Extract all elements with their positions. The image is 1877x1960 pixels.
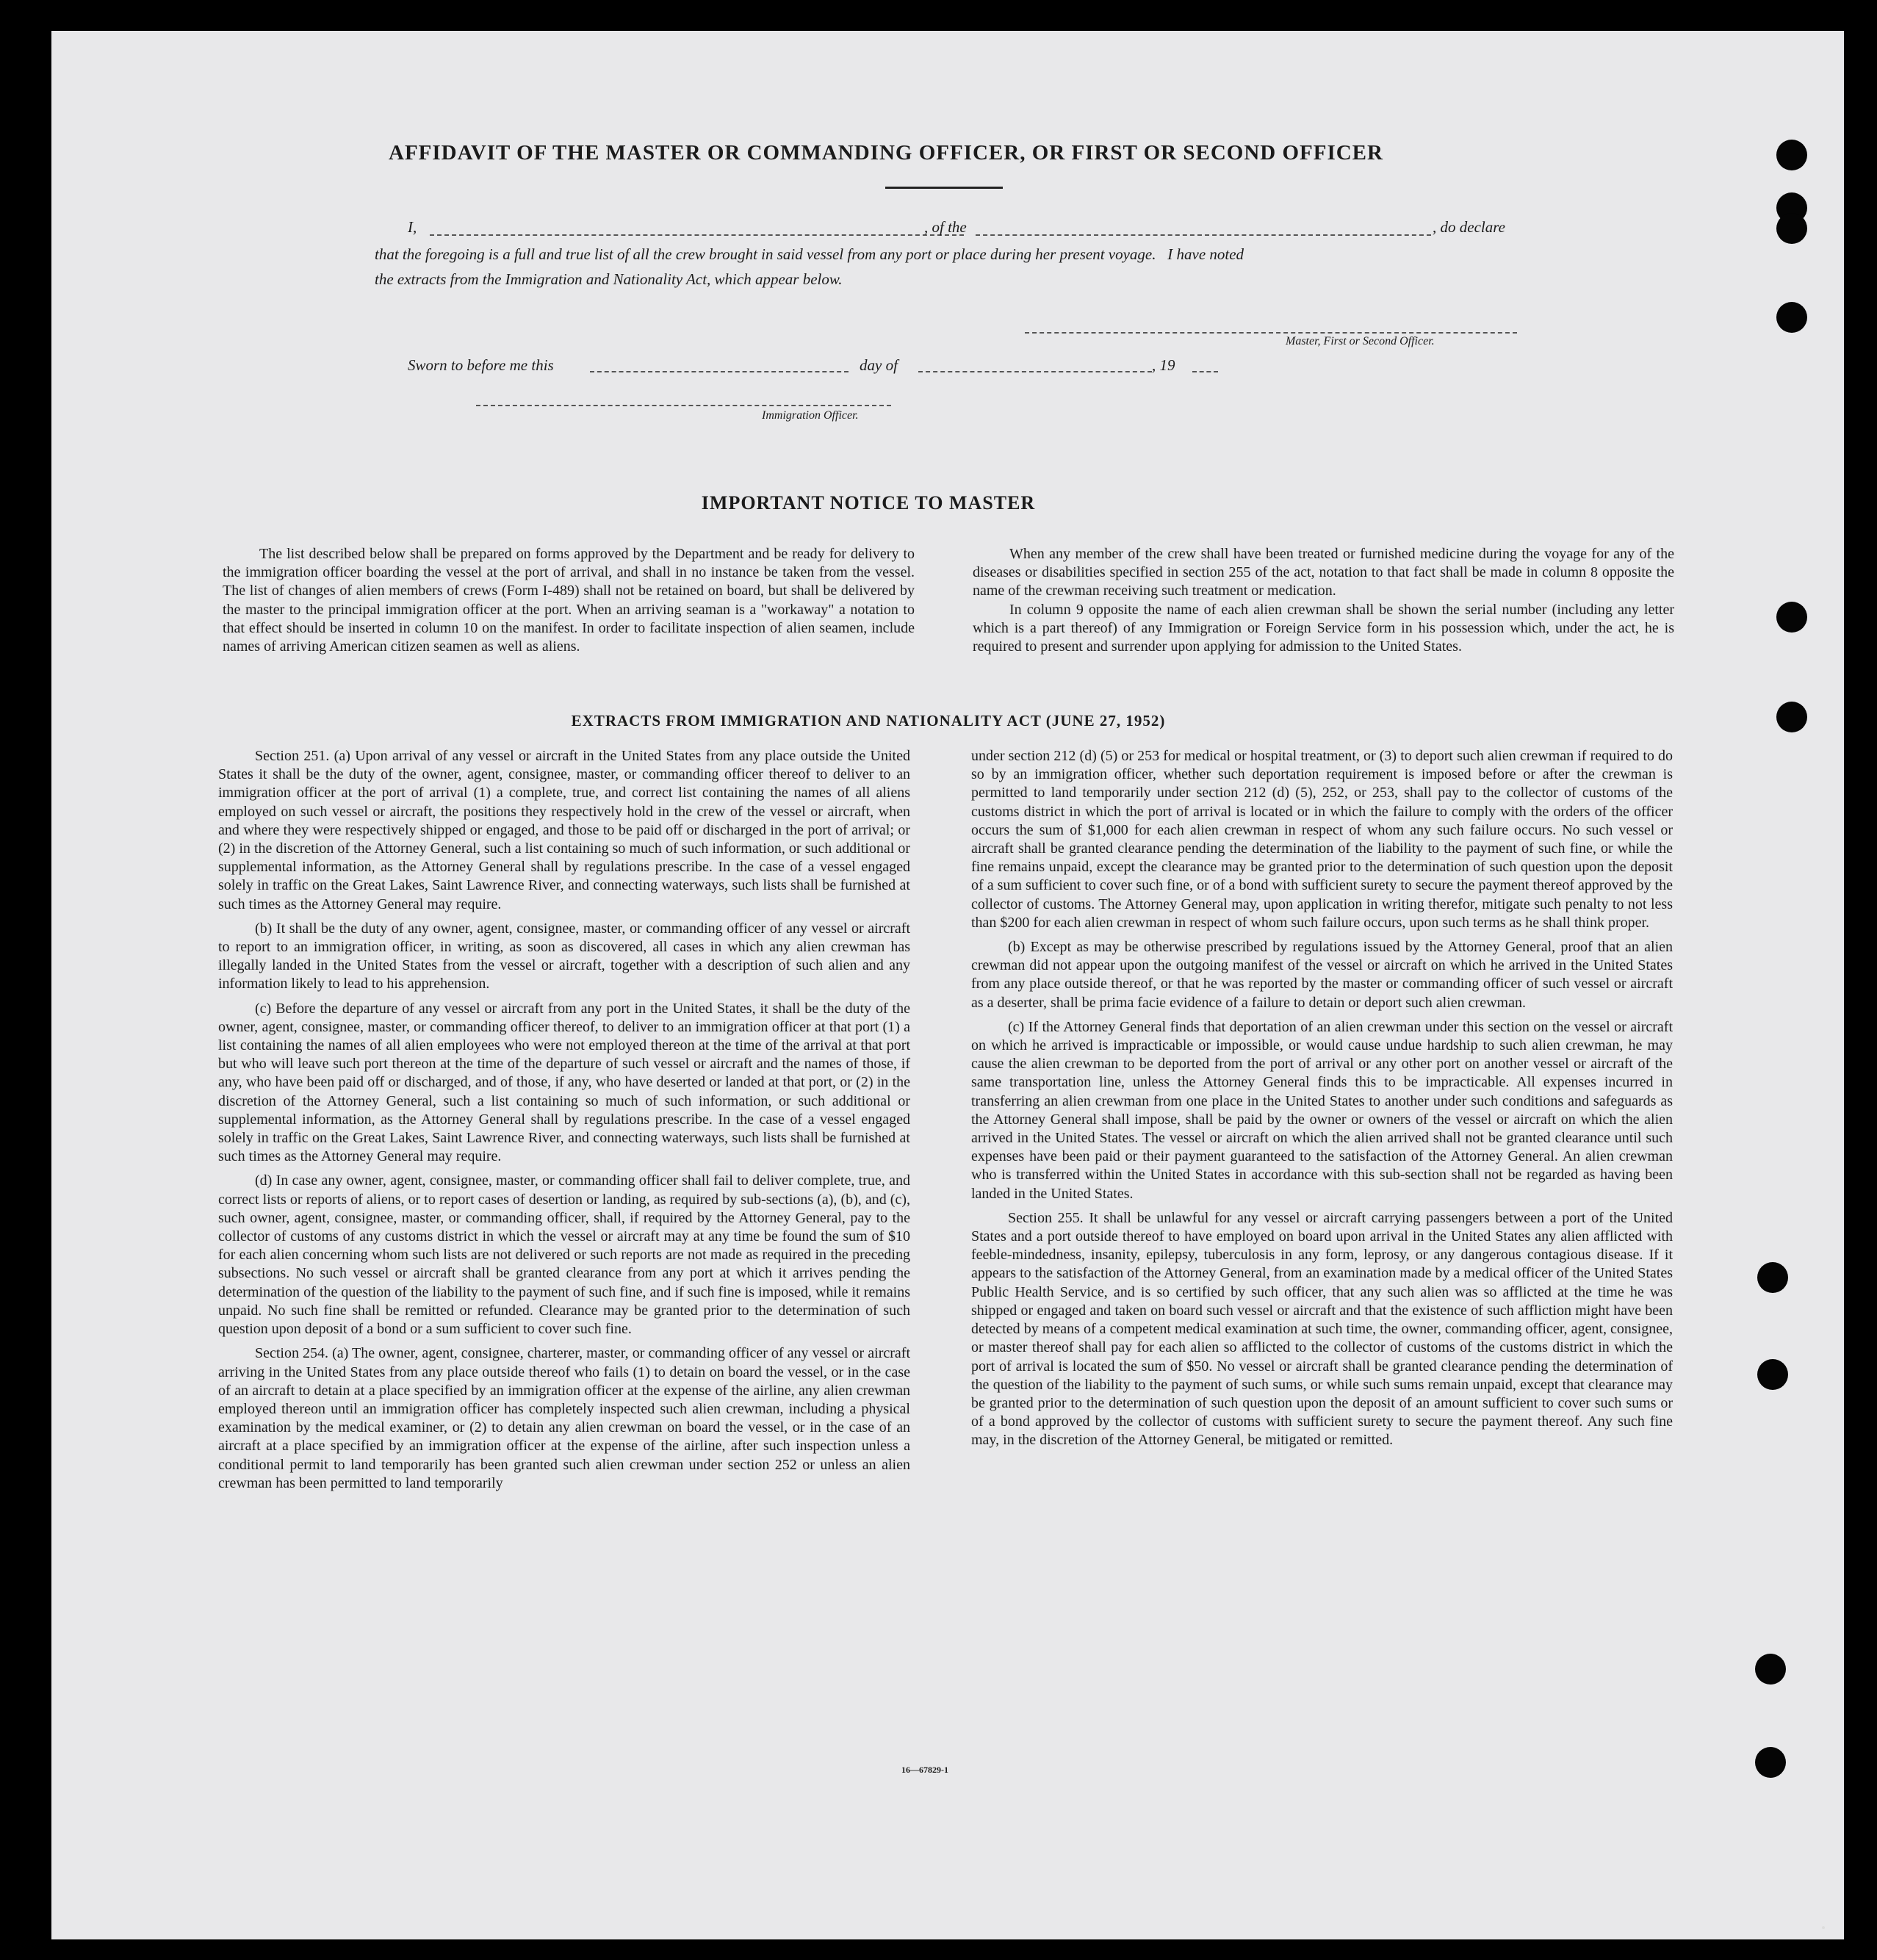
notice-right-column bbox=[973, 545, 1674, 656]
section-254c: (c) If the Attorney General finds that deportation of an alien crewman under this section on the vessel or aircraft on which he arrived is impracticable or impossible, or would cause undue hardship to such alien crewman, he may cause the alien crewman to be deported from the port of arrival or any other port on another vessel or aircraft of the same transportation line, unless the Attorney General finds this to be impracticable. All expenses incurred in transferring an alien crewman from one place in the United States to another under such conditions and safeguards as the Attorney General shall impose, shall be paid by the owner or owners of the vessel or aircraft on which the alien arrived in the United States. The vessel or aircraft on which the alien arrived shall not be granted clearance until such expenses have been paid or their payment guaranteed to the satisfaction of the Attorney General. An alien crewman who is transferred within the United States in accordance with this sub-section shall not be regarded as having been landed in the United States. bbox=[971, 1018, 1673, 1202]
officer-signature-line bbox=[476, 405, 891, 406]
section-251b: (b) It shall be the duty of any owner, agent, consignee, master, or commanding officer of any vessel or aircraft to report to an immigration officer, in writing, as soon as discovered, all cases in which any alien crewman has illegally landed in the United States from the vessel or aircraft, together with a description of such alien and any information likely to lead to his apprehension. bbox=[218, 920, 910, 992]
year-blank-line bbox=[1192, 371, 1218, 372]
binder-hole bbox=[1776, 140, 1807, 170]
notice-title: IMPORTANT NOTICE TO MASTER bbox=[701, 492, 1036, 514]
section-254b: (b) Except as may be otherwise prescribed by regulations issued by the Attorney General, proof that an alien crewman did not appear upon the outgoing manifest of the vessel or aircraft on which he arrived in the United States from any place outside thereof, or that he was reported by the master or commanding officer of such vessel or aircraft as a deserter, shall be prima facie evidence of a failure to detain or deport such alien crewman. bbox=[971, 939, 1673, 1011]
name-blank-line bbox=[430, 234, 964, 236]
binder-hole bbox=[1755, 1747, 1786, 1778]
binder-hole bbox=[1776, 602, 1807, 633]
section-255: Section 255. It shall be unlawful for any vessel or aircraft carrying passengers between a port of the United States and a port outside thereof to have employed on board upon arrival in the United States any alien afflicted with feeble-mindedness, insanity, epilepsy, tuberculosis in any form, leprosy, or any dangerous contagious disease. If it appears to the satisfaction of the Attorney General, from an examination made by a medical officer of the United States Public Health Service, and is so certified by such officer, that any such alien was so afflicted at the time he was shipped or engaged and taken on board such vessel or aircraft and that the existence of such affliction might have been detected by means of a competent medical examination at such time, the owner, commanding officer, agent, consignee, or master thereof shall pay for each alien so afflicted to the collector of customs of the customs district in which the port of arrival is located the sum of $50. No vessel or aircraft shall be granted clearance pending the determination of the question of the liability to the payment of such sums, or while such sums remain unpaid, except that clearance may be granted prior to the determination of such question upon the deposit of an amount sufficient to cover such sums or of a bond approved by the collector of customs with sufficient surety to secure the payment thereof. Any such fine may, in the discretion of the Attorney General, be mitigated or remitted. bbox=[971, 1209, 1673, 1449]
document-page bbox=[51, 31, 1844, 1939]
extracts-title: EXTRACTS FROM IMMIGRATION AND NATIONALITY ACT (JUNE 27, 1952) bbox=[571, 712, 1166, 729]
binder-hole bbox=[1755, 1654, 1786, 1685]
affidavit-i: I, bbox=[408, 218, 417, 236]
section-251c: (c) Before the departure of any vessel or aircraft from any port in the United States, it shall be the duty of the owner, agent, consignee, master, or commanding officer thereof, to deliver to an immigration officer at that port (1) a list containing the names of all alien employees who were not employed thereon at the time of the arrival at that port but who will leave such port thereon at the time of the departure of such vessel or aircraft and the names of those, if any, who have been paid off or discharged, and of those, if any, who have deserted or landed at that port, or (2) in the discretion of the Attorney General, such a list containing so much of such information, or such additional or supplemental information, as the Attorney General shall by regulations prescribe. In the case of a vessel engaged solely in traffic on the Great Lakes, Saint Lawrence River, and connecting waterways, such lists shall be furnished at such times as the Attorney General may require. bbox=[218, 1000, 910, 1165]
sworn-day-blank-line bbox=[590, 371, 849, 372]
notice-left-column bbox=[223, 545, 915, 656]
notice-left-paragraph: The list described below shall be prepared on forms approved by the Department and be ready for delivery to the immigration officer boarding the vessel at the port of arrival, and shall in no instance be taken from the vessel. The list of changes of alien members of crews (Form I-489) shall not be retained on board, but shall be delivered by the master to the principal immigration officer at the port. When an arriving seaman is a "workaway" a notation to that effect should be inserted in column 10 on the manifest. In order to facilitate inspection of alien seamen, include names of arriving American citizen seamen as well as aliens. bbox=[223, 546, 915, 655]
binder-hole bbox=[1757, 1262, 1788, 1293]
sworn-text: Sworn to before me this bbox=[408, 356, 554, 374]
section-254a-continued: under section 212 (d) (5) or 253 for medical or hospital treatment, or (3) to deport such alien crewman if required to do so by an immigration officer, whether such deportation requirement is imposed before or after the crewman is permitted to land temporarily under section 212 (d) (5), 252, or 253, shall pay to the collector of customs of the customs district in which the port of arrival is located or in which the failure to comply with the orders of the officer occurs the sum of $1,000 for each alien crewman in respect of whom any such failure occurs. No such vessel or aircraft shall be granted clearance pending the determination of the liability to the payment of such fine, or while the fine remains unpaid, except the clearance may be granted prior to the determination of such question upon the deposit of a sum sufficient to cover such fine, or of a bond with sufficient surety to secure the payment thereof approved by the collector of customs. The Attorney General may, upon application in writing therefor, mitigate such penalty to not less than $200 for each alien crewman in respect of whom such failure occurs, upon such terms as he shall think proper. bbox=[971, 748, 1673, 931]
affidavit-title: AFFIDAVIT OF THE MASTER OR COMMANDING OFFICER, OR FIRST OR SECOND OFFICER bbox=[389, 141, 1383, 165]
master-signature-line bbox=[1025, 332, 1517, 334]
binder-hole bbox=[1776, 302, 1807, 333]
extracts-left-column bbox=[218, 747, 910, 1499]
vessel-blank-line bbox=[976, 234, 1431, 236]
section-254a: Section 254. (a) The owner, agent, consignee, charterer, master, or commanding officer of any vessel or aircraft arriving in the United States from any place outside thereof who fails (1) to detain on board the vessel, or in the case of an aircraft to detain at a place specified by an immigration officer at the expense of the airline, any alien crewman employed thereon until an immigration officer has completely inspected such alien crewman, including a physical examination by the medical examiner, or (2) to detain any alien crewman on board the vessel, or in the case of an aircraft at a place specified by an immigration officer at the expense of the airline, after such inspection unless a conditional permit to land temporarily has been granted such alien crewman under section 252 or unless an alien crewman has been permitted to land temporarily bbox=[218, 1345, 910, 1491]
affidavit-of-the: , of the bbox=[924, 218, 967, 236]
affidavit-line-3: the extracts from the Immigration and Nationality Act, which appear below. bbox=[375, 270, 843, 288]
section-251d: (d) In case any owner, agent, consignee, master, or commanding officer shall fail to deliver complete, true, and correct lists or reports of aliens, or to report cases of desertion or landing, as required by sub-sections (a), (b), and (c), such owner, agent, consignee, master, or commanding officer, shall, if required by the Attorney General, pay to the collector of customs of any customs district in which the vessel or aircraft may at any time be found the sum of $10 for each alien concerning whom such lists are not delivered or such reports are not made as required in the preceding subsections. No such vessel or aircraft shall be granted clearance from any port at which it arrives pending the determination of the question of the liability to the payment of such fine, and if such fine is imposed, while it remains unpaid. No such fine shall be remitted or refunded. Clearance may be granted prior to the determination of such question upon deposit of a bond or a sum sufficient to cover such fine. bbox=[218, 1172, 910, 1338]
binder-hole bbox=[1776, 702, 1807, 732]
month-blank-line bbox=[918, 371, 1152, 372]
affidavit-do-declare: , do declare bbox=[1433, 218, 1505, 236]
binder-hole bbox=[1757, 1359, 1788, 1390]
form-number: 16—67829-1 bbox=[901, 1765, 948, 1775]
notice-right-paragraph-1: When any member of the crew shall have been treated or furnished medicine during the voyage for any of the diseases or disabilities specified in section 255 of the act, notation to that fact shall be made in column 8 opposite the name of the crewman receiving such treatment or medication. bbox=[973, 546, 1674, 599]
extracts-right-column bbox=[971, 747, 1673, 1456]
affidavit-line-2: that the foregoing is a full and true list of all the crew brought in said vessel from any port or place during her present voyage. I have noted bbox=[375, 245, 1244, 263]
year-text: , 19 bbox=[1152, 356, 1175, 374]
title-underline bbox=[885, 187, 1003, 189]
binder-hole bbox=[1776, 213, 1807, 244]
section-251a: Section 251. (a) Upon arrival of any vessel or aircraft in the United States from any place outside the United States it shall be the duty of the owner, agent, consignee, master, or commanding officer thereof to deliver to an immigration officer at the port of arrival (1) a complete, true, and correct list containing the names of all aliens employed on such vessel or aircraft, the positions they respectively hold in the crew of the vessel or aircraft, when and where they were respectively shipped or engaged, and those to be paid off or discharged in the port of arrival; or (2) in the discretion of the Attorney General, such a list containing so much of such information, or such additional or supplemental information, as the Attorney General shall by regulations prescribe. In the case of a vessel engaged solely in traffic on the Great Lakes, Saint Lawrence River, and connecting waterways, such lists shall be furnished at such times as the Attorney General may require. bbox=[218, 748, 910, 912]
officer-signature-label: Immigration Officer. bbox=[762, 409, 859, 422]
scan-speck bbox=[1822, 1926, 1825, 1929]
day-of-text: day of bbox=[860, 356, 898, 374]
master-signature-label: Master, First or Second Officer. bbox=[1286, 335, 1435, 347]
notice-right-paragraph-2: In column 9 opposite the name of each alien crewman shall be shown the serial number (including any letter which is a part thereof) of any Immigration or Foreign Service form in his possession which, under the act, he is required to present and surrender upon applying for admission to the United States. bbox=[973, 601, 1674, 655]
